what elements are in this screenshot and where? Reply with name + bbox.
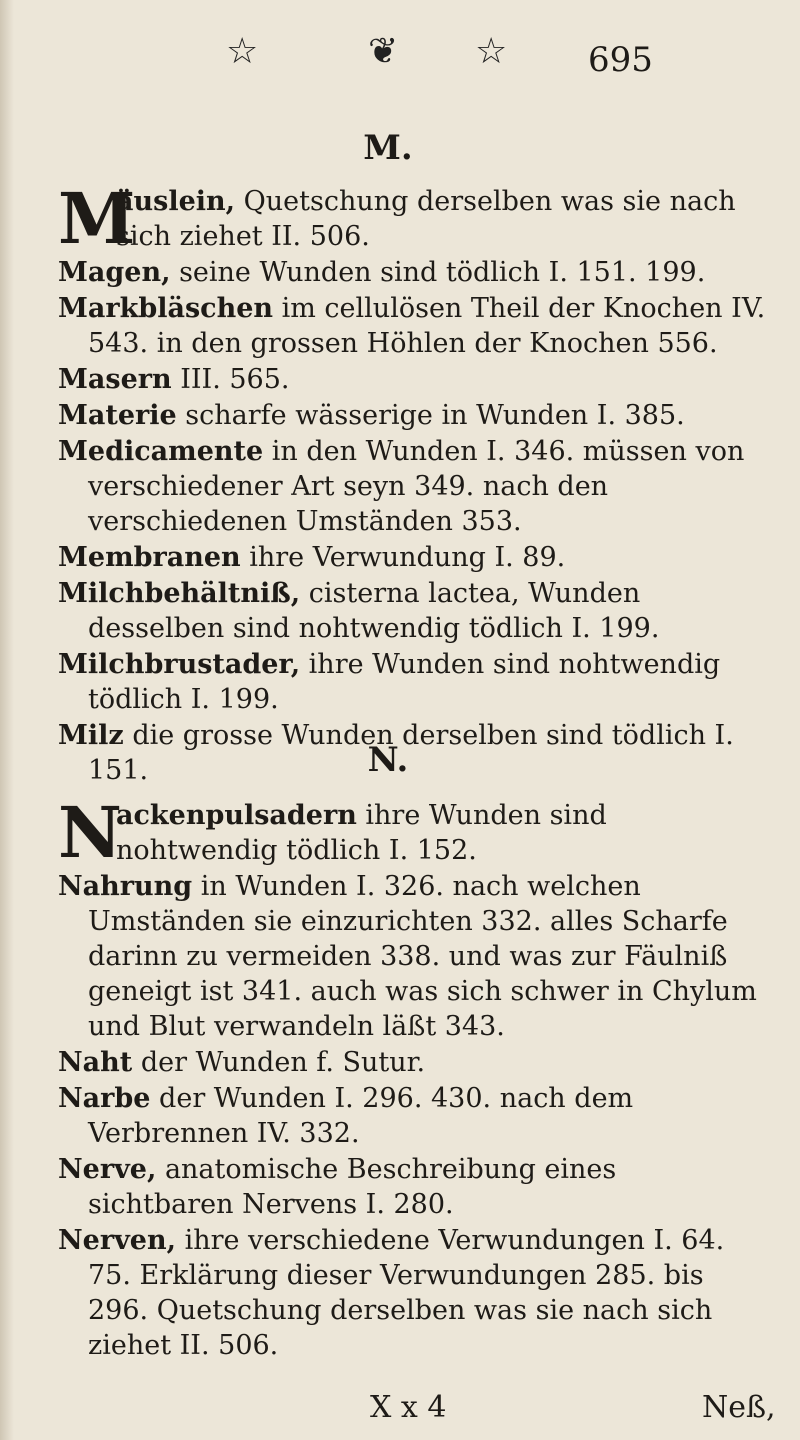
- index-entry: [58, 291, 770, 361]
- vignette-ornament-icon: ❦: [368, 31, 399, 72]
- drop-cap: M: [58, 177, 136, 260]
- index-section-n: [58, 791, 770, 1364]
- section-heading-m: M.: [363, 128, 413, 168]
- index-entry: [58, 434, 770, 539]
- entry-text: seine Wunden sind tödlich I. 151. 199.: [170, 257, 706, 288]
- entry-head: Masern: [58, 364, 172, 395]
- index-section-m: [58, 177, 770, 789]
- page-edge: [0, 0, 14, 1440]
- entry-text: anatomische Beschreibung eines sichtbaren Nervens I. 280.: [88, 1154, 617, 1220]
- index-entry: [58, 869, 770, 1044]
- entry-head: Milchbehältniß,: [58, 578, 301, 609]
- index-entry: [58, 1045, 770, 1080]
- entry-head: Milz: [58, 720, 124, 751]
- entry-head: Markbläschen: [58, 293, 274, 324]
- index-entry: [58, 576, 770, 646]
- entry-text: III. 565.: [171, 364, 290, 395]
- entry-head: Naht: [58, 1047, 133, 1078]
- entry-head: Nerve,: [58, 1154, 157, 1185]
- signature-mark: X x 4: [370, 1390, 447, 1425]
- entry-text: ihre Verwundung I. 89.: [240, 542, 566, 573]
- drop-cap: N: [58, 791, 122, 874]
- entry-head: äuslein,: [116, 186, 236, 217]
- entry-head: Membranen: [58, 542, 241, 573]
- entry-text: Quetschung derselben was sie nach sich ziehet II. 506.: [116, 186, 736, 252]
- entry-head: Materie: [58, 400, 177, 431]
- entry-head: Nerven,: [58, 1225, 176, 1256]
- entry-text: der Wunden f. Sutur.: [132, 1047, 426, 1078]
- catchword: Neß,: [702, 1390, 776, 1425]
- star-ornament-icon: ☆: [475, 31, 508, 72]
- entry-text: ihre Wunden sind nohtwendig tödlich I. 199.: [88, 649, 721, 715]
- entry-head: ackenpulsadern: [116, 800, 357, 831]
- entry-text: ihre Wunden sind nohtwendig tödlich I. 152.: [116, 800, 607, 866]
- entry-head: Narbe: [58, 1083, 151, 1114]
- index-entry: [58, 398, 770, 433]
- page-number: 695: [588, 40, 653, 80]
- index-entry: [58, 362, 770, 397]
- entry-text: cisterna lactea, Wunden desselben sind nohtwendig tödlich I. 199.: [88, 578, 660, 644]
- entry-text: der Wunden I. 296. 430. nach dem Verbrennen IV. 332.: [88, 1083, 634, 1149]
- entry-text: in Wunden I. 326. nach welchen Umständen sie einzurichten 332. alles Scharfe darinn zu vermeiden 338. und was zur Fäulniß geneigt ist 341. auch was sich schwer in Chylum und Blut verwandeln läßt 343.: [88, 871, 757, 1042]
- index-entry: [58, 1081, 770, 1151]
- index-entry: [58, 791, 770, 874]
- index-entry: [58, 1223, 770, 1363]
- index-entry: [58, 177, 770, 260]
- entry-text: im cellulösen Theil der Knochen IV. 543. in den grossen Höhlen der Knochen 556.: [88, 293, 766, 359]
- index-entry: [58, 255, 770, 290]
- entry-head: Medicamente: [58, 436, 264, 467]
- entry-head: Milchbrustader,: [58, 649, 301, 680]
- entry-text: scharfe wässerige in Wunden I. 385.: [176, 400, 685, 431]
- entry-head: Nahrung: [58, 871, 193, 902]
- section-heading-n: N.: [367, 740, 409, 780]
- entry-text: ihre verschiedene Verwundungen I. 64. 75. Erklärung dieser Verwundungen 285. bis 296. Quetschung derselben was sie nach sich ziehet II. 506.: [88, 1225, 725, 1361]
- entry-text: in den Wunden I. 346. müssen von verschiedener Art seyn 349. nach den verschiedenen Umständen 353.: [88, 436, 745, 537]
- index-entry: [58, 647, 770, 717]
- star-ornament-icon: ☆: [226, 31, 259, 72]
- entry-text: die grosse Wunden derselben sind tödlich I. 151.: [88, 720, 734, 786]
- index-entry: [58, 1152, 770, 1222]
- index-entry: [58, 540, 770, 575]
- entry-head: Magen,: [58, 257, 171, 288]
